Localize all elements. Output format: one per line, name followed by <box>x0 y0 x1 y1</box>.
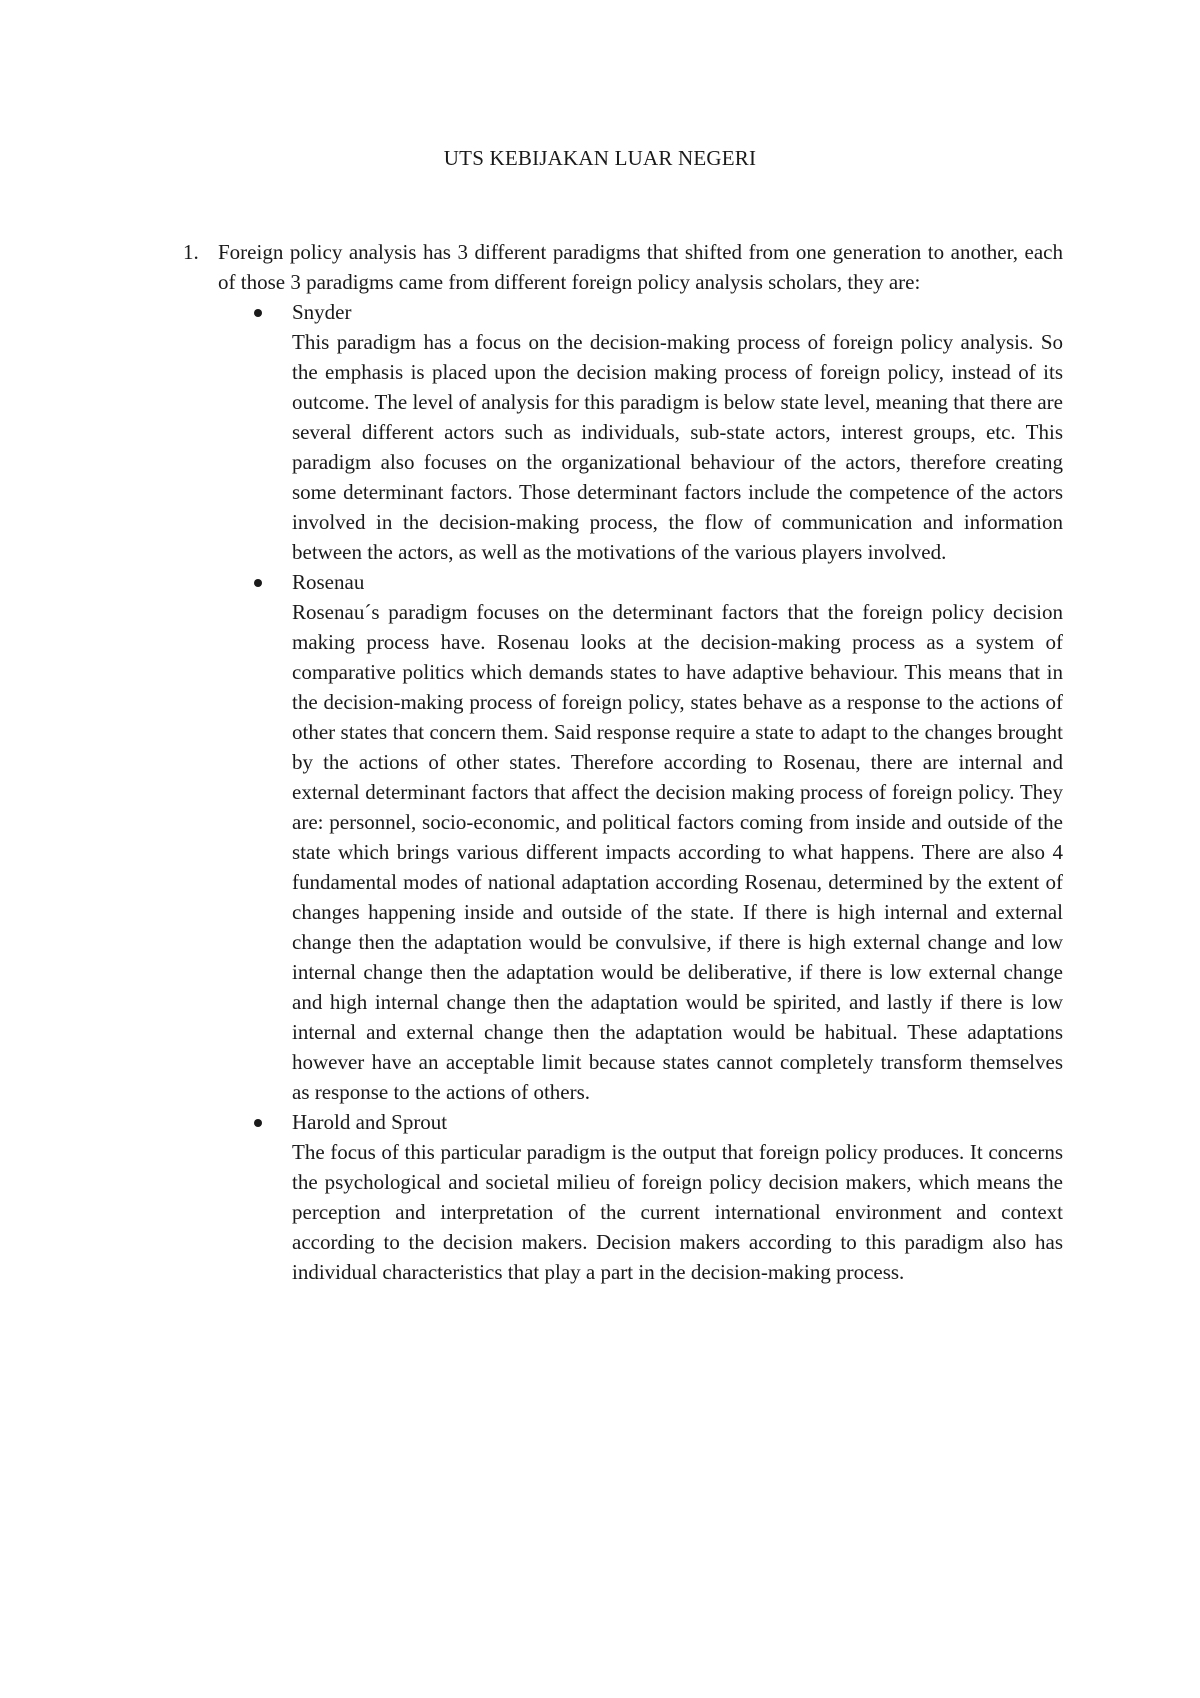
bullet-icon <box>254 579 262 587</box>
paradigm-text: The focus of this particular paradigm is the output that foreign policy produces. It concerns the psychological and societal milieu of foreign policy decision makers, which means the perception and interpretation of the current international environment and context according to the decision makers. Decision makers according to this paradigm also has individual characteristics that play a part in the decision-making process. <box>292 1140 1063 1284</box>
paradigm-harold-and-sprout <box>292 1107 1063 1287</box>
paradigm-rosenau <box>292 567 1063 1107</box>
question-number: 1. <box>183 240 199 264</box>
bullet-icon <box>254 1119 262 1127</box>
paradigm-snyder <box>292 297 1063 567</box>
document-title: UTS KEBIJAKAN LUAR NEGERI <box>443 146 757 170</box>
bullet-icon <box>254 309 262 317</box>
question-intro: Foreign policy analysis has 3 different paradigms that shifted from one generation to another, each of those 3 paradigms came from different foreign policy analysis scholars, they are: <box>218 240 1063 294</box>
paradigm-name: Harold and Sprout <box>292 1110 448 1134</box>
paradigm-name: Rosenau <box>292 570 365 594</box>
question-1 <box>183 237 1063 1287</box>
paradigm-name: Snyder <box>292 300 352 324</box>
paradigm-text: This paradigm has a focus on the decision-making process of foreign policy analysis. So the emphasis is placed upon the decision making process of foreign policy, instead of its outcome. The level of analysis for this paradigm is below state level, meaning that there are several different actors such as individuals, sub-state actors, interest groups, etc. This paradigm also focuses on the organizational behaviour of the actors, therefore creating some determinant factors. Those determinant factors include the competence of the actors involved in the decision-making process, the flow of communication and information between the actors, as well as the motivations of the various players involved. <box>292 330 1063 564</box>
paradigm-text: Rosenau´s paradigm focuses on the determinant factors that the foreign policy decision making process have. Rosenau looks at the decision-making process as a system of comparative politics which demands states to have adaptive behaviour. This means that in the decision-making process of foreign policy, states behave as a response to the actions of other states that concern them. Said response require a state to adapt to the changes brought by the actions of other states. Therefore according to Rosenau, there are internal and external determinant factors that affect the decision making process of foreign policy. They are: personnel, socio-economic, and political factors coming from inside and outside of the state which brings various different impacts according to what happens. There are also 4 fundamental modes of national adaptation according Rosenau, determined by the extent of changes happening inside and outside of the state. If there is high internal and external change then the adaptation would be convulsive, if there is high external change and low internal change then the adaptation would be deliberative, if there is low external change and high internal change then the adaptation would be spirited, and lastly if there is low internal and external change then the adaptation would be habitual. These adaptations however have an acceptable limit because states cannot completely transform themselves as response to the actions of others. <box>292 600 1063 1104</box>
